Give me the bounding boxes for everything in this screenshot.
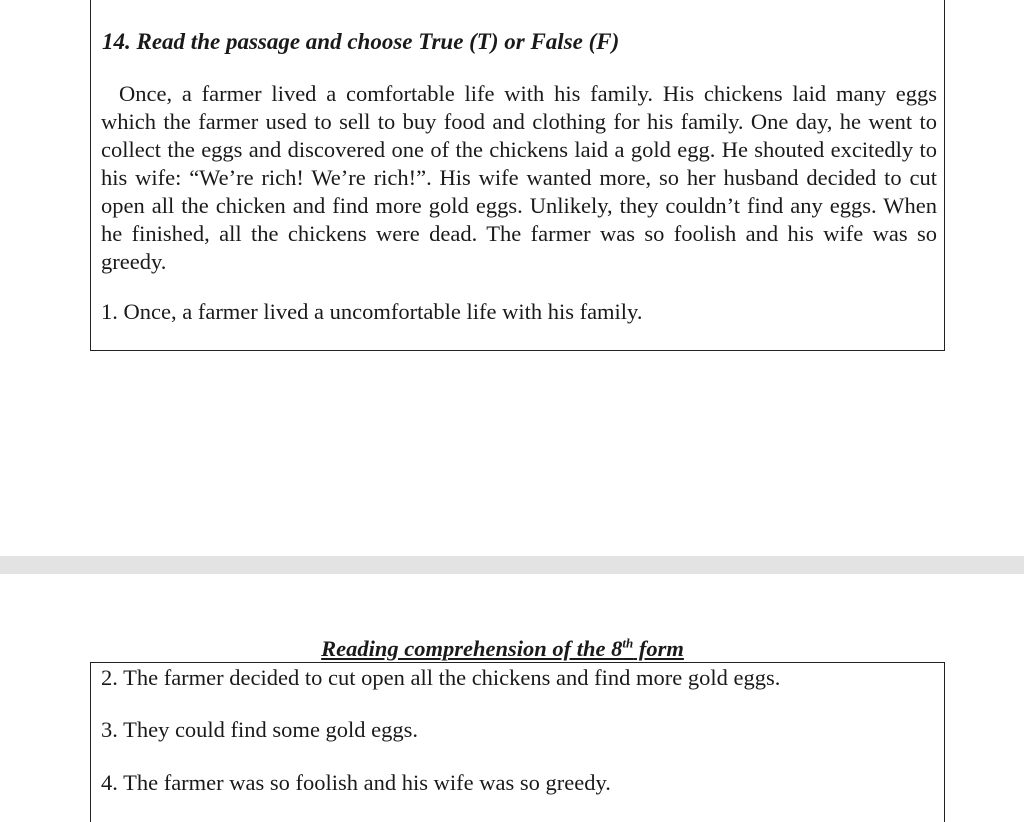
reading-passage: Once, a farmer lived a comfortable life with his family. His chickens laid many eggs which the farmer used to sell to buy food and clothing for his family. One day, he went to collect the eggs and discovered one of the chickens laid a gold egg. He shouted excitedly to his wife: “We’re rich! We’re rich!”. His wife wanted more, so her husband decided to cut open all the chicken and find more gold eggs. Unlikely, they couldn’t find any eggs. When he finished, all the chickens were dead. The farmer was so foolish and his wife was so greedy. [101,81,937,274]
page-title [0,636,1005,662]
question-1: 1. Once, a farmer lived a uncomfortable life with his family. [101,299,643,324]
exercise-heading: 14. Read the passage and choose True (T) or False (F) [102,29,620,54]
page-separator [0,556,1024,574]
page-title-suffix: form [633,636,684,661]
question-4: 4. The farmer was so foolish and his wife was so greedy. [101,770,611,795]
question-2: 2. The farmer decided to cut open all the chickens and find more gold eggs. [101,665,781,690]
page-title-superscript: th [622,635,634,651]
document-page-2 [0,574,1024,822]
page-title-prefix: Reading comprehension of the 8 [321,636,623,661]
question-3: 3. They could find some gold eggs. [101,717,419,742]
